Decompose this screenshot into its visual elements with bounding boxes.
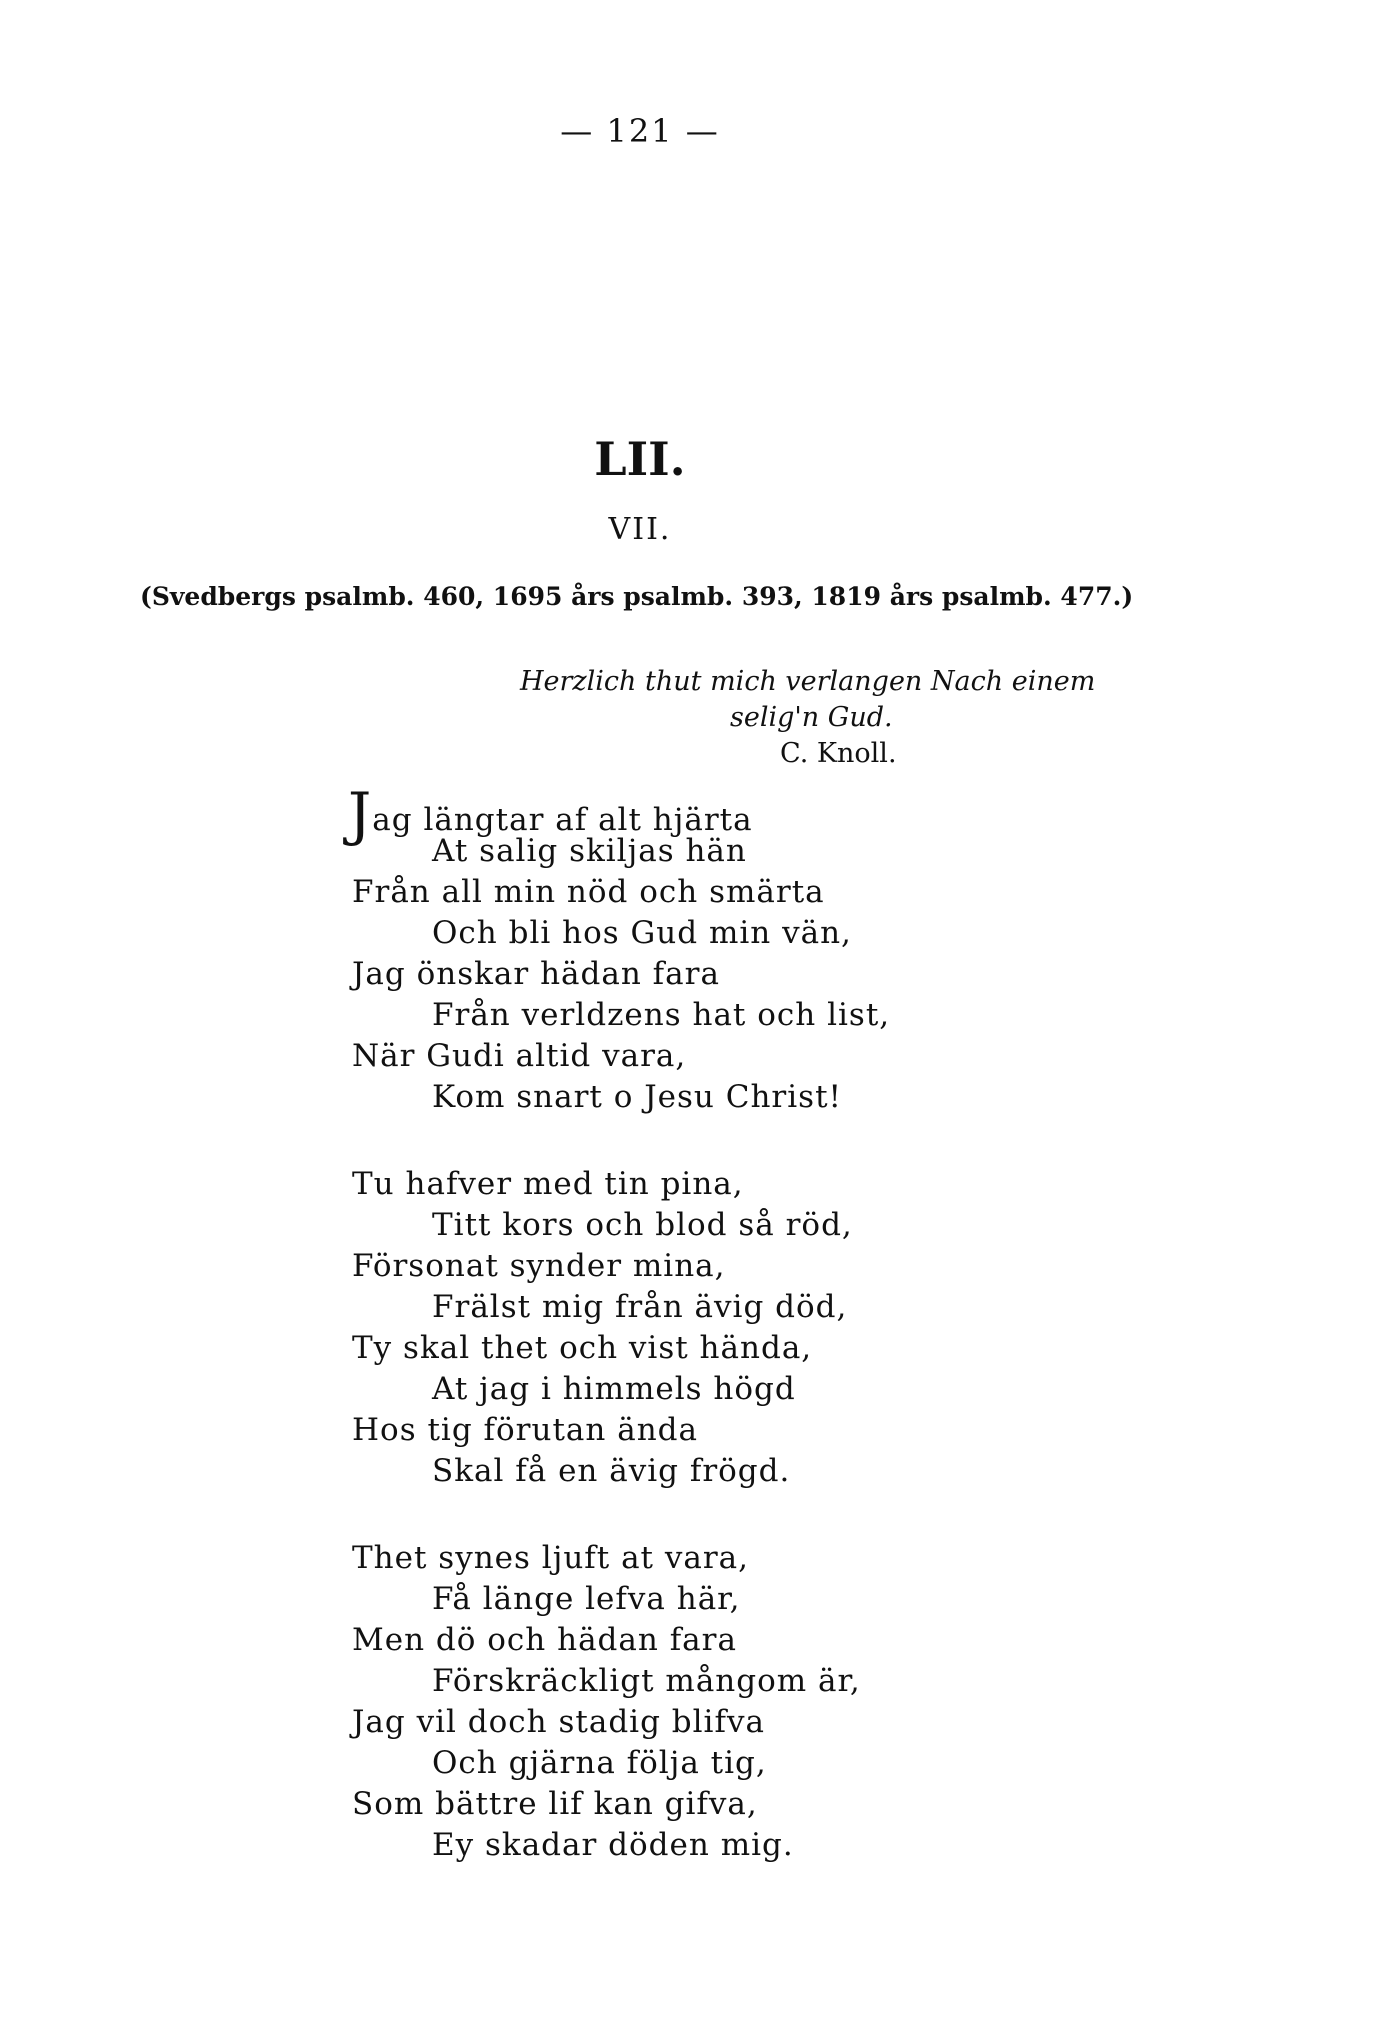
page-number: — 121 — [560, 112, 720, 150]
hymn-number: LII. [594, 432, 686, 486]
verse-line: Som bättre lif kan gifva, [352, 1786, 758, 1822]
drop-cap: J [348, 780, 373, 848]
source-note: (Svedbergs psalmb. 460, 1695 års psalmb. 393, 1819 års psalmb. 477.) [140, 582, 1134, 611]
stanza-1 [348, 780, 1052, 1118]
verse-line: Titt kors och blod så röd, [432, 1207, 853, 1243]
verse-line: At jag i himmels högd [432, 1371, 796, 1407]
verse-line: Thet synes ljuft at vara, [352, 1540, 750, 1576]
verse-line: När Gudi altid vara, [352, 1038, 687, 1074]
verse-line: Och bli hos Gud min vän, [432, 915, 852, 951]
verse-line: Och gjärna följa tig, [432, 1745, 767, 1781]
sub-number: VII. [608, 512, 672, 547]
verse-line: At salig skiljas hän [432, 833, 747, 869]
verse-line: Förskräckligt mångom är, [432, 1663, 861, 1699]
verse-line: Men dö och hädan fara [352, 1622, 737, 1658]
verse-line: Från verldzens hat och list, [432, 997, 891, 1033]
melody-reference [520, 664, 1140, 772]
verse-line: Hos tig förutan ända [352, 1412, 698, 1448]
verse-line: Försonat synder mina, [352, 1248, 726, 1284]
verse-line: Frälst mig från ävig död, [432, 1289, 848, 1325]
verse-line-text: ag längtar af alt hjärta [372, 802, 753, 838]
verse-line: Kom snart o Jesu Christ! [432, 1079, 842, 1115]
verse-line: Ey skadar döden mig. [432, 1827, 794, 1863]
melody-title-line-1: Herzlich thut mich verlangen Nach einem [520, 666, 1096, 697]
stanza-3 [352, 1538, 1052, 1866]
composer: C. Knoll. [780, 738, 897, 769]
verse-line: Få länge lefva här, [432, 1581, 741, 1617]
verse-line: Ty skal thet och vist hända, [352, 1330, 813, 1366]
verse-line [348, 780, 1052, 848]
verse-line: Jag önskar hädan fara [352, 956, 720, 992]
stanza-2 [352, 1164, 1052, 1492]
verse-line: Skal få en ävig frögd. [432, 1453, 791, 1489]
verse-line: Tu hafver med tin pina, [352, 1166, 744, 1202]
verse-line: Jag vil doch stadig blifva [352, 1704, 765, 1740]
melody-title-line-2: selig'n Gud. [730, 702, 893, 733]
verse-line: Från all min nöd och smärta [352, 874, 825, 910]
